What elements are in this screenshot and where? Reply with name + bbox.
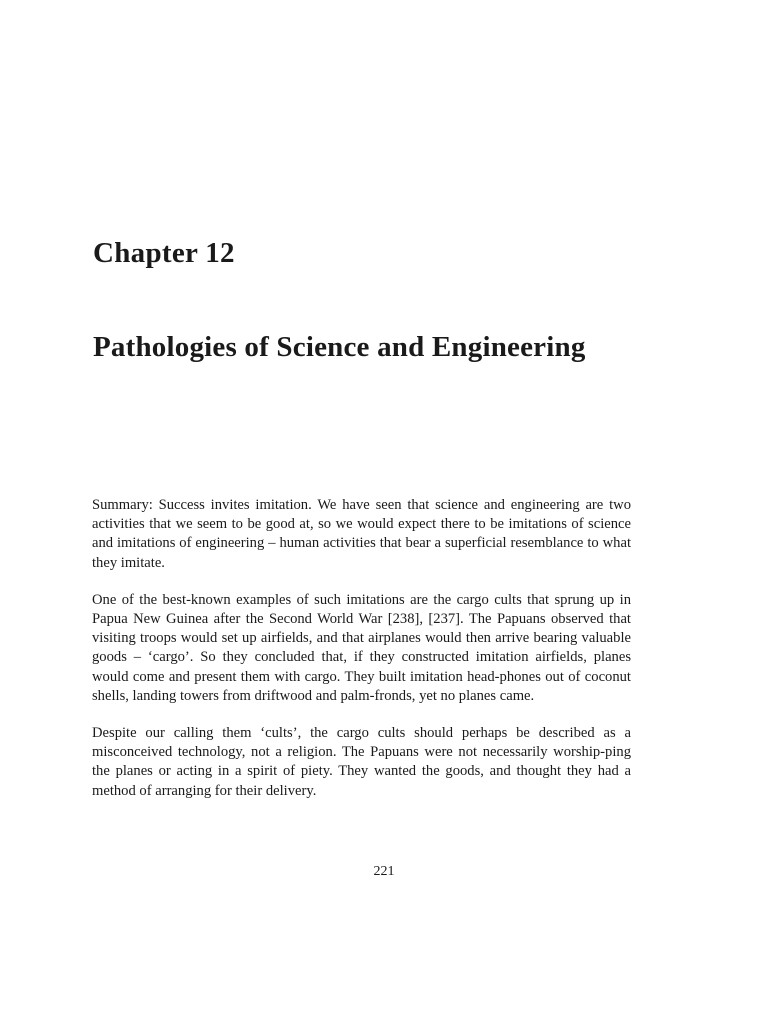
body-paragraph: Despite our calling them ‘cults’, the cargo cults should perhaps be described as a misconceived technology, not a religion. The Papuans were not necessarily worship-ping the planes or acting in a spirit of piety. They wanted the goods, and thought they had a method of arranging for their delivery. [92, 725, 631, 799]
chapter-body [92, 496, 631, 819]
chapter-label: Chapter 12 [93, 237, 235, 269]
body-paragraph: One of the best-known examples of such imitations are the cargo cults that sprung up in Papua New Guinea after the Second World War [238], [237]. The Papuans observed that visiting troops would set up airfields, and that airplanes would then arrive bearing valuable goods – ‘cargo’. So they concluded that, if they constructed imitation airfields, planes would come and present them with cargo. They built imitation head-phones out of coconut shells, landing towers from driftwood and palm-fronds, yet no planes came. [92, 591, 631, 704]
page-number: 221 [373, 864, 395, 879]
summary-paragraph: Summary: Success invites imitation. We have seen that science and engineering are two activities that we seem to be good at, so we would expect there to be imitations of science and imitations of engineering – human activities that bear a superficial resemblance to what they imitate. [92, 497, 631, 571]
chapter-title: Pathologies of Science and Engineering [93, 331, 586, 363]
